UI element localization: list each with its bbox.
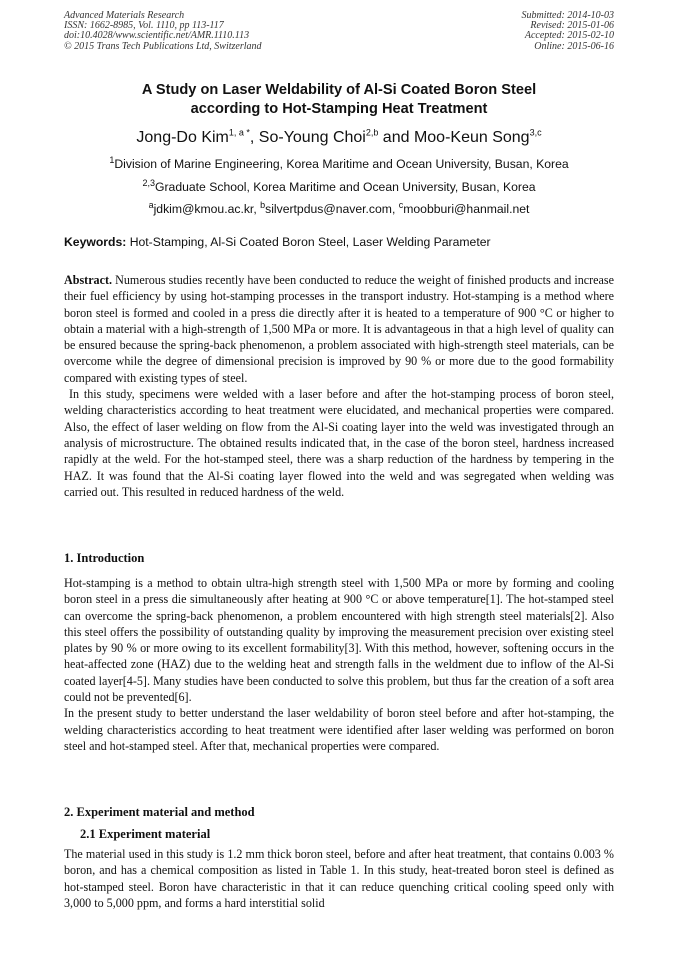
- author-1: Jong-Do Kim: [136, 129, 229, 146]
- date-revised: Revised: 2015-01-06: [530, 20, 614, 32]
- abstract-paragraph-1: Abstract. Numerous studies recently have been conducted to reduce the weight of finished products and increase their fuel efficiency by using hot-stamping processes in the transport industry. Hot-stamping is a method where boron steel is formed and cooled in a press die directly after it is heated to a temperature of 900 °C or higher to obtain a material with a high-strength of 1,500 MPa or more. It is advantageous in that a high level of quality can be ensured because the spring-back phenomenon, a problem associated with high-strength steel materials, can be overcome while the degree of dimensional precision is improved by 90 % or more due to the good formability compared with existing types of steel.: [64, 273, 614, 385]
- author-3: and Moo-Keun Song: [378, 129, 530, 146]
- journal-issn: ISSN: 1662-8985, Vol. 1110, pp 113-117: [64, 20, 224, 32]
- author-2: , So-Young Choi: [249, 129, 366, 146]
- abstract: [64, 272, 614, 500]
- keywords-text: Hot-Stamping, Al-Si Coated Boron Steel, Laser Welding Parameter: [126, 235, 491, 249]
- date-submitted: Submitted: 2014-10-03: [521, 10, 614, 21]
- section-heading-method: 2. Experiment material and method: [64, 805, 255, 819]
- author-emails: $^a$jdkim@kmou.ac.kr, $^b$silvertpdus@naver.com, $^c$moobburi@hanmail.net: [148, 199, 530, 216]
- material-body: [64, 846, 614, 911]
- keywords: [64, 235, 614, 250]
- section-heading-introduction: 1. Introduction: [64, 551, 145, 565]
- author-1-marker: 1, a *: [228, 127, 250, 138]
- introduction-body: [64, 575, 614, 754]
- keywords-label: Keywords:: [64, 235, 127, 249]
- author-2-marker: 2,b: [365, 127, 379, 138]
- journal-info: [64, 11, 262, 52]
- intro-paragraph-1: Hot-stamping is a method to obtain ultra-high strength steel with 1,500 MPa or more by forming and cooling boron steel in a press die simultaneously after heating at 900 °C or above temperature[1]. The hot-stamped steel can overcome the spring-back phenomenon, a problem encountered with high strength steel materials[2]. Also this steel offers the possibility of outstanding quality by improving the measurement precision over existing steel plates by 90 % or more owing to its excellent formability[3]. With this method, however, softening occurs in the heat-affected zone (HAZ) due to the welding heat and strength falls in the weldment due to inflow of the Al-Si coated layer[4-5]. Many studies have been conducted to solve this problem, but thus far the creation of a soft area could not be prevented[6].: [64, 576, 614, 705]
- journal-doi: doi:10.4028/www.scientific.net/AMR.1110.113: [64, 30, 250, 42]
- email-c: moobburi@hanmail.net: [403, 202, 530, 216]
- date-accepted: Accepted: 2015-02-10: [524, 30, 614, 42]
- email-a: jdkim@kmou.ac.kr,: [153, 202, 261, 216]
- title-line-2: according to Hot-Stamping Heat Treatment: [190, 100, 488, 117]
- abstract-label: Abstract.: [64, 273, 113, 287]
- affiliation-2: $^{2,3}$Graduate School, Korea Maritime and Ocean University, Busan, Korea: [142, 177, 536, 194]
- journal-copyright: © 2015 Trans Tech Publications Ltd, Switzerland: [64, 40, 262, 52]
- date-online: Online: 2015-06-16: [534, 40, 614, 52]
- author-3-marker: 3,c: [529, 127, 542, 138]
- affiliation-1: $^1$Division of Marine Engineering, Korea Maritime and Ocean University, Busan, Korea: [109, 154, 569, 171]
- journal-name: Advanced Materials Research: [64, 10, 185, 21]
- abstract-paragraph-2: In this study, specimens were welded with a laser before and after the hot-stamping process of boron steel, welding characteristics according to heat treatment were elucidated, and mechanical properties were compared. Also, the effect of laser welding on flow from the Al-Si coating layer into the weld was investigated through an analysis of microstructure. The obtained results indicated that, in the case of the boron steel, hardness increased rapidly at the weld. For the hot-stamped steel, there was a sharp reduction of the hardness by tempering in the HAZ. It was found that the Al-Si coating layer flowed into the weld and was segregated when welding was carried out. This resulted in reduced hardness of the weld.: [64, 387, 614, 499]
- author-list: [40, 128, 638, 148]
- email-b: silvertpdus@naver.com,: [265, 202, 399, 216]
- title-line-1: A Study on Laser Weldability of Al-Si Coated Boron Steel: [141, 82, 537, 98]
- publication-dates: [522, 11, 615, 52]
- subsection-heading-material: 2.1 Experiment material: [80, 827, 211, 841]
- intro-paragraph-2: In the present study to better understand the laser weldability of boron steel before and after hot-stamping, the welding characteristics according to heat treatment were identified after laser welding was performed on boron steel and hot-stamped steel. After that, mechanical properties were compared.: [64, 706, 614, 753]
- material-paragraph-1: The material used in this study is 1.2 mm thick boron steel, before and after heat treatment, that contains 0.003 % boron, and has a chemical composition as listed in Table 1. In this study, heat-treated boron steel is defined as hot-stamped steel. Boron have characteristic in that it can reduce quenching critical cooling speed only with 3,000 to 5,000 ppm, and forms a hard interstitial solid: [64, 847, 614, 910]
- paper-title: [40, 81, 638, 118]
